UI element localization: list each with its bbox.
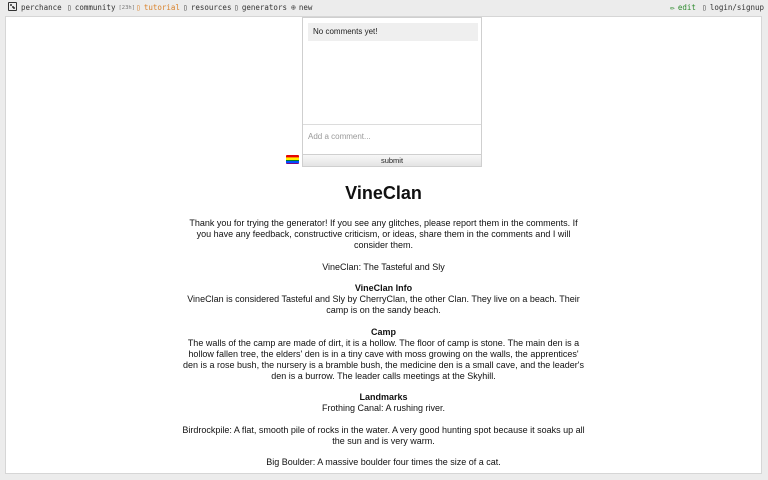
no-comments-notice: No comments yet!: [308, 23, 478, 41]
intro-text: Thank you for trying the generator! If you see any glitches, please report them in the comments. If you have any feedback, constructive criticism, or ideas, share them in the comments and I will consider them.: [189, 218, 578, 250]
comments-widget: [302, 17, 482, 167]
nav-edit[interactable]: [670, 3, 696, 12]
nav-generators[interactable]: [234, 3, 287, 12]
plus-circle-icon: ⊕: [291, 3, 296, 12]
book-icon: ▯: [136, 3, 141, 12]
nav-community[interactable]: [67, 3, 135, 12]
link-icon: ▯: [183, 3, 188, 12]
comment-input[interactable]: Add a comment...: [303, 124, 481, 154]
pencil-icon: ✏: [670, 3, 675, 12]
landmark-1: Frothing Canal: A rushing river.: [321, 403, 446, 413]
info-section: [181, 283, 586, 316]
nav-brand-label: perchance: [21, 3, 62, 12]
rainbow-flag-icon[interactable]: [286, 155, 299, 164]
chat-icon: ▯: [67, 3, 72, 12]
nav-generators-label: generators: [241, 3, 287, 12]
top-nav: [0, 0, 768, 16]
submit-button[interactable]: submit: [303, 154, 481, 166]
user-icon: ▯: [702, 3, 707, 12]
generator-title: VineClan: [345, 183, 422, 203]
nav-tutorial[interactable]: [136, 3, 180, 12]
info-heading: VineClan Info: [354, 283, 413, 293]
nav-login-label: login/signup: [709, 3, 765, 12]
info-text: VineClan is considered Tasteful and Sly by CherryClan, the other Clan. They live on a beach. Their camp is on the sandy beach.: [187, 294, 580, 315]
community-count: [23h]: [118, 4, 136, 11]
landmark-3: Big Boulder: A massive boulder four times the size of a cat.: [266, 457, 501, 467]
landmark-2: Birdrockpile: A flat, smooth pile of rocks in the water. A very good hunting spot because it soaks up all the sun and is very warm.: [182, 424, 585, 446]
nav-resources[interactable]: [183, 3, 231, 12]
camp-heading: Camp: [370, 326, 396, 337]
nav-edit-label: edit: [677, 3, 696, 12]
landmarks-section: [181, 392, 586, 414]
clan-tagline: VineClan: The Tasteful and Sly: [322, 261, 445, 272]
camp-section: [181, 327, 586, 382]
nav-new-label: new: [298, 3, 313, 12]
nav-community-label: community: [74, 3, 116, 12]
flag-stripe: [286, 163, 299, 165]
nav-tutorial-label: tutorial: [143, 3, 180, 12]
dice-icon: [8, 2, 17, 11]
nav-brand[interactable]: [8, 3, 62, 12]
generator-output: [5, 176, 762, 479]
nav-resources-label: resources: [190, 3, 232, 12]
landmarks-heading: Landmarks: [359, 392, 408, 402]
grid-icon: ▯: [234, 3, 239, 12]
camp-text: The walls of the camp are made of dirt, it is a hollow. The floor of camp is stone. The main den is a hollow fallen tree, the elders' den is in a tiny cave with moss growing on the walls, the apprentices' den is a rose bush, the nursery is a bramble bush, the medicine den is a small cave, and the leader's den is a burrow. The leader calls meetings at the Skyhill.: [183, 337, 584, 381]
nav-login[interactable]: [702, 3, 764, 12]
nav-new[interactable]: [291, 3, 312, 12]
